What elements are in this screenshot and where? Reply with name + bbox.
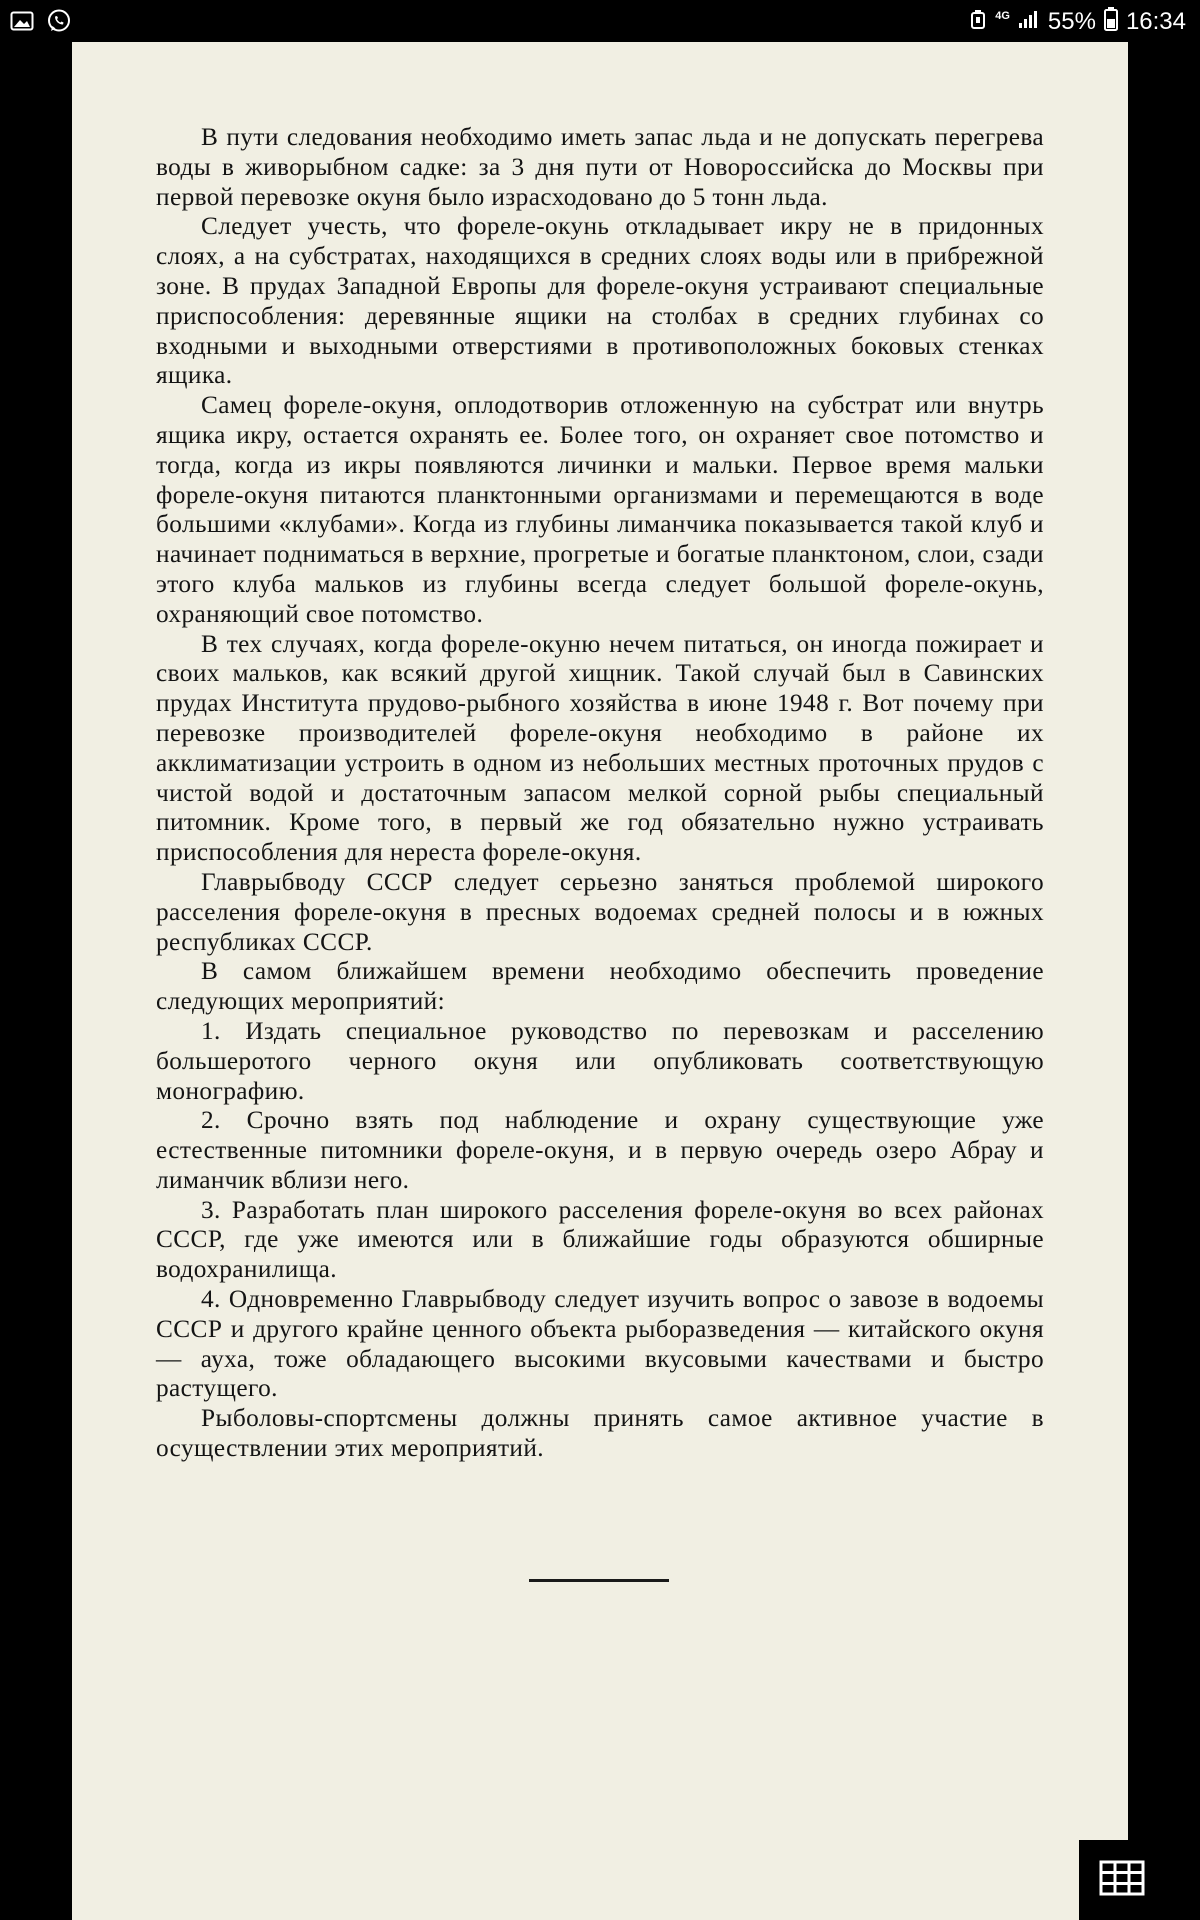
grid-icon [1099, 1860, 1145, 1901]
system-status [969, 0, 1186, 44]
list-item: 2. Срочно взять под наблюдение и охрану существующие уже естественные питомники фореле-окуня, и в первую очередь озеро Абрау и лиманчик вблизи него. [156, 1106, 1044, 1194]
paragraph: В тех случаях, когда фореле-окуню нечем питаться, он иногда пожирает и своих мальков, как всякий другой хищник. Такой случай был в Савинских прудах Института прудово-рыбного хозяйства в июне 1948 г. Вот почему при перевозке производителей фореле-окуня необходимо в районе их акклиматизации устроить в одном из небольших местных проточных прудов с чистой водой и достаточным запасом мелкой сорной рыбы специальный питомник. Кроме того, в первый же год обязательно нужно устраивать приспособления для нереста фореле-окуня. [156, 629, 1044, 867]
paragraph: В пути следования необходимо иметь запас льда и не допускать перегрева воды в живорыбном садке: за 3 дня пути от Новороссийска до Москвы при первой перевозке окуня было израсходовано до 5 тонн льда. [156, 123, 1044, 211]
alarm-icon [969, 8, 987, 37]
paragraph: Главрыбводу СССР следует серьезно заняться проблемой широкого расселения фореле-окуня в пресных водоемах средней полосы и в южных республиках СССР. [156, 867, 1044, 956]
paragraph: Рыболовы-спортсмены должны принять самое активное участие в осуществлении этих мероприятий. [156, 1404, 1044, 1463]
page-text [156, 123, 1044, 1464]
signal-icon [1018, 8, 1040, 36]
status-bar [0, 0, 1200, 44]
battery-percent: 55% [1047, 8, 1096, 35]
network-type: 4G [995, 9, 1010, 22]
section-end-rule [529, 1579, 669, 1582]
grid-view-button[interactable] [1079, 1840, 1165, 1920]
list-item: 4. Одновременно Главрыбводу следует изучить вопрос о завозе в водоемы СССР и другого крайне ценного объекта рыборазведения — китайского окуня — ауха, тоже обладающего высокими вкусовыми качествами и быстро растущего. [156, 1285, 1044, 1403]
book-page [72, 42, 1128, 1920]
list-item: 3. Разработать план широкого расселения фореле-окуня во всех районах СССР, где уже имеются или в ближайшие годы образуются обширные водохранилища. [156, 1195, 1044, 1284]
clock: 16:34 [1125, 8, 1186, 35]
paragraph: Самец фореле-окуня, оплодотворив отложенную на субстрат или внутрь ящика икру, остается охранять ее. Более того, он охраняет свое потомство и тогда, когда из икры появляются личинки и мальки. Первое время мальки фореле-окуня питаются планктонными организмами и перемещаются в воде большими «клубами». Когда из глубины лиманчика показывается такой клуб и начинает подниматься в верхние, прогретые и богатые планктоном, слои, сзади этого клуба мальков из глубины всегда следует большой фореле-окунь, охраняющий свое потомство. [156, 391, 1044, 628]
paragraph: В самом ближайшем времени необходимо обеспечить проведение следующих мероприятий: [156, 957, 1044, 1016]
image-icon [10, 10, 34, 37]
list-item: 1. Издать специальное руководство по перевозкам и расселению большеротого черного окуня или опубликовать соответствующую монографию. [156, 1016, 1044, 1105]
whatsapp-icon [46, 8, 72, 39]
notification-icons [10, 8, 72, 39]
battery-icon [1104, 7, 1118, 38]
paragraph: Следует учесть, что фореле-окунь откладывает икру не в придонных слоях, а на субстратах, находящихся в средних слоях воды или в прибрежной зоне. В прудах Западной Европы для фореле-окуня устраивают специальные приспособления: деревянные ящики на столбах в средних глубинах со входными и выходными отверстиями в противоположных боковых стенках ящика. [156, 212, 1044, 390]
